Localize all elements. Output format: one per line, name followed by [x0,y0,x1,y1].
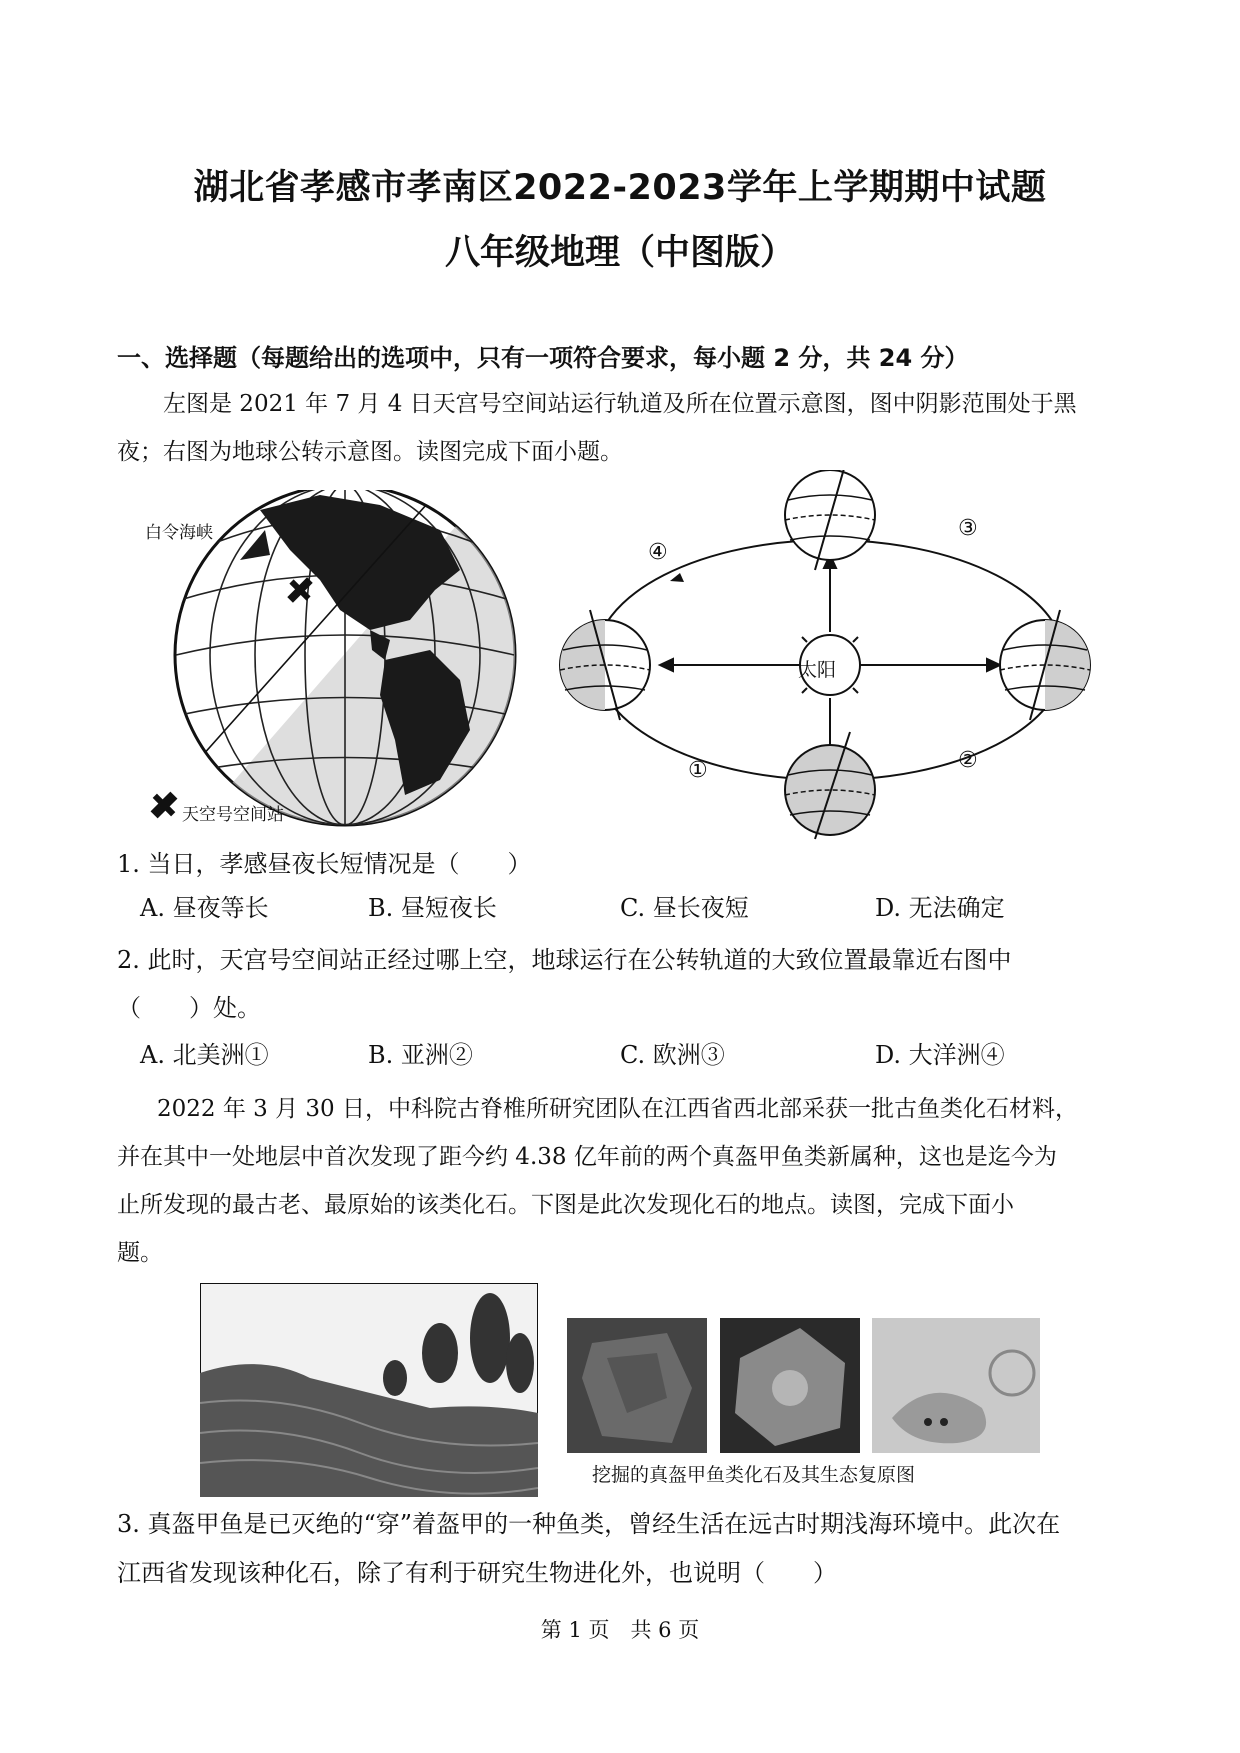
earth-bottom [785,732,875,839]
intro2-line2: 并在其中一处地层中首次发现了距今约 4.38 亿年前的两个真盔甲鱼类新属种，这也是迄今为 [117,1144,1057,1170]
section-heading: 一、选择题（每题给出的选项中，只有一项符合要求，每小题 2 分，共 24 分） [117,344,969,372]
orbit-position-1: ① [688,758,708,783]
fossil-photo-1 [567,1318,707,1453]
intro2-line3: 止所发现的最古老、最原始的该类化石。下图是此次发现化石的地点。读图，完成下面小 [117,1192,1014,1218]
q2-option-d[interactable]: D. 大洋洲④ [875,1041,1005,1069]
q2-option-c[interactable]: C. 欧洲③ [620,1041,725,1069]
label-space-station: 天空号空间站 [182,805,284,825]
q1-option-a[interactable]: A. 昼夜等长 [140,894,269,922]
intro2-line4: 题。 [117,1240,163,1266]
question-3-stem-line1: 3. 真盔甲鱼是已灭绝的“穿”着盔甲的一种鱼类，曾经生活在远古时期浅海环境中。此次在 [117,1510,1061,1538]
intro1-line1: 左图是 2021 年 7 月 4 日天宫号空间站运行轨道及所在位置示意图，图中阴影范围处于黑 [163,391,1077,417]
sun-label: 太阳 [798,659,837,681]
fossil-caption: 挖掘的真盔甲鱼类化石及其生态复原图 [592,1464,916,1486]
q1-option-c[interactable]: C. 昼长夜短 [620,894,749,922]
page-footer: 第 1 页 共 6 页 [540,1618,700,1642]
fossil-photo-2 [720,1318,860,1453]
page-subtitle: 八年级地理（中图版） [444,233,795,273]
outcrop-photo [200,1283,538,1497]
question-2-stem-line2: （ ）处。 [117,994,261,1022]
earth-left [560,610,650,720]
orbit-position-4: ④ [648,540,668,565]
q1-option-d[interactable]: D. 无法确定 [875,894,1005,922]
orbit-arrow [670,573,684,582]
earth-top [785,470,875,570]
station-legend-icon [148,790,180,820]
orbit-position-2: ② [958,748,978,773]
question-3-stem-line2: 江西省发现该种化石，除了有利于研究生物进化外，也说明（ ） [117,1559,837,1587]
question-1-stem: 1. 当日，孝感昼夜长短情况是（ ） [117,850,532,878]
intro1-line2: 夜；右图为地球公转示意图。读图完成下面小题。 [117,439,623,465]
label-bering-strait: 白令海峡 [145,523,213,543]
q2-option-b[interactable]: B. 亚洲② [368,1041,473,1069]
page-title: 湖北省孝感市孝南区2022-2023学年上学期期中试题 [193,168,1047,208]
fossil-reconstruction-image [872,1318,1040,1453]
q2-option-a[interactable]: A. 北美洲① [140,1041,269,1069]
q1-option-b[interactable]: B. 昼短夜长 [368,894,497,922]
orbit-position-3: ③ [958,516,978,541]
question-2-stem-line1: 2. 此时，天宫号空间站正经过哪上空，地球运行在公转轨道的大致位置最靠近右图中 [117,946,1012,974]
earth-right [1000,610,1090,720]
intro2-line1: 2022 年 3 月 30 日，中科院古脊椎所研究团队在江西省西北部采获一批古鱼类化石材料， [157,1096,1078,1122]
